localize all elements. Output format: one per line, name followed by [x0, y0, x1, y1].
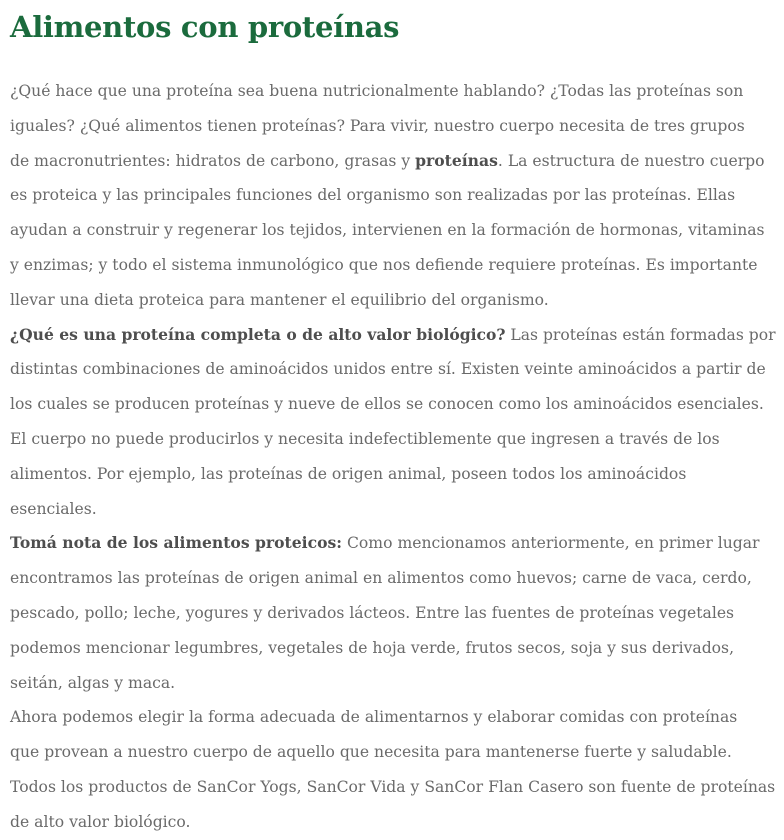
text-run: que provean a nuestro cuerpo de aquello que necesita para mantenerse fuerte y saludable. [10, 743, 732, 762]
text-run: es proteica y las principales funciones del organismo son realizadas por las proteínas. Ellas [10, 186, 736, 205]
text-line [10, 213, 765, 248]
text-run: de alto valor biológico. [10, 812, 191, 831]
text-line [10, 74, 743, 109]
text-run: llevar una dieta proteica para mantener el equilibrio del organismo. [10, 290, 549, 309]
text-line [10, 352, 766, 387]
text-run: ¿Qué hace que una proteína sea buena nutricionalmente hablando? ¿Todas las proteínas son [10, 82, 744, 100]
text-run: de macronutrientes: hidratos de carbono, grasas y [10, 151, 416, 170]
text-run: El cuerpo no puede producirlos y necesita indefectiblemente que ingresen a través de los [10, 430, 720, 448]
text-line [10, 387, 764, 422]
text-run: Ahora podemos elegir la forma adecuada de alimentarnos y elaborar comidas con proteínas [10, 708, 738, 727]
bold-text: ¿Qué es una proteína completa o de alto valor biológico? [10, 324, 506, 344]
text-run: distintas combinaciones de aminoácidos unidos entre sí. Existen veinte aminoácidos a partir de [10, 360, 766, 379]
bold-text: proteínas [415, 150, 498, 170]
text-run: iguales? ¿Qué alimentos tienen proteínas? Para vivir, nuestro cuerpo necesita de tres grupos [10, 116, 745, 135]
text-line [10, 457, 686, 492]
text-run: Todos los productos de SanCor Yogs, SanCor Vida y SanCor Flan Casero son fuente de proteínas [10, 778, 776, 796]
text-line [10, 178, 735, 213]
text-run: pescado, pollo; leche, yogures y derivados lácteos. Entre las fuentes de proteínas vegetales [10, 604, 735, 622]
text-run: los cuales se producen proteínas y nueve de ellos se conocen como los aminoácidos esenciales. [10, 395, 764, 414]
text-run: esenciales. [10, 499, 97, 518]
text-line [10, 492, 97, 527]
text-line [10, 666, 175, 701]
bold-text: Tomá nota de los alimentos proteicos: [10, 533, 343, 553]
text-line [10, 248, 758, 283]
text-run: seitán, algas y maca. [10, 673, 176, 692]
text-run: alimentos. Por ejemplo, las proteínas de origen animal, poseen todos los aminoácidos [10, 464, 687, 483]
text-run: Como mencionamos anteriormente, en primer lugar [342, 534, 760, 553]
text-line [10, 422, 720, 457]
text-run: Las proteínas están formadas por [505, 325, 776, 344]
text-run: ayudan a construir y regenerar los tejidos, intervienen en la formación de hormonas, vitaminas [10, 221, 765, 240]
text-run: . La estructura de nuestro cuerpo [497, 151, 765, 170]
text-line [10, 805, 190, 840]
text-line [10, 144, 765, 179]
text-line [10, 700, 737, 735]
text-line [10, 596, 734, 631]
text-run: podemos mencionar legumbres, vegetales de hoja verde, frutos secos, soja y sus derivados, [10, 638, 735, 657]
text-run: encontramos las proteínas de origen animal en alimentos como huevos; carne de vaca, cerdo, [10, 569, 752, 588]
text-line [10, 526, 760, 561]
text-line [10, 561, 752, 596]
text-line [10, 631, 734, 666]
page-title: Alimentos con proteínas [10, 10, 400, 44]
text-line [10, 109, 745, 144]
text-run: y enzimas; y todo el sistema inmunológico que nos defiende requiere proteínas. Es importante [10, 256, 758, 274]
text-line [10, 735, 732, 770]
text-line [10, 283, 549, 318]
text-line [10, 770, 775, 805]
text-line [10, 318, 776, 353]
